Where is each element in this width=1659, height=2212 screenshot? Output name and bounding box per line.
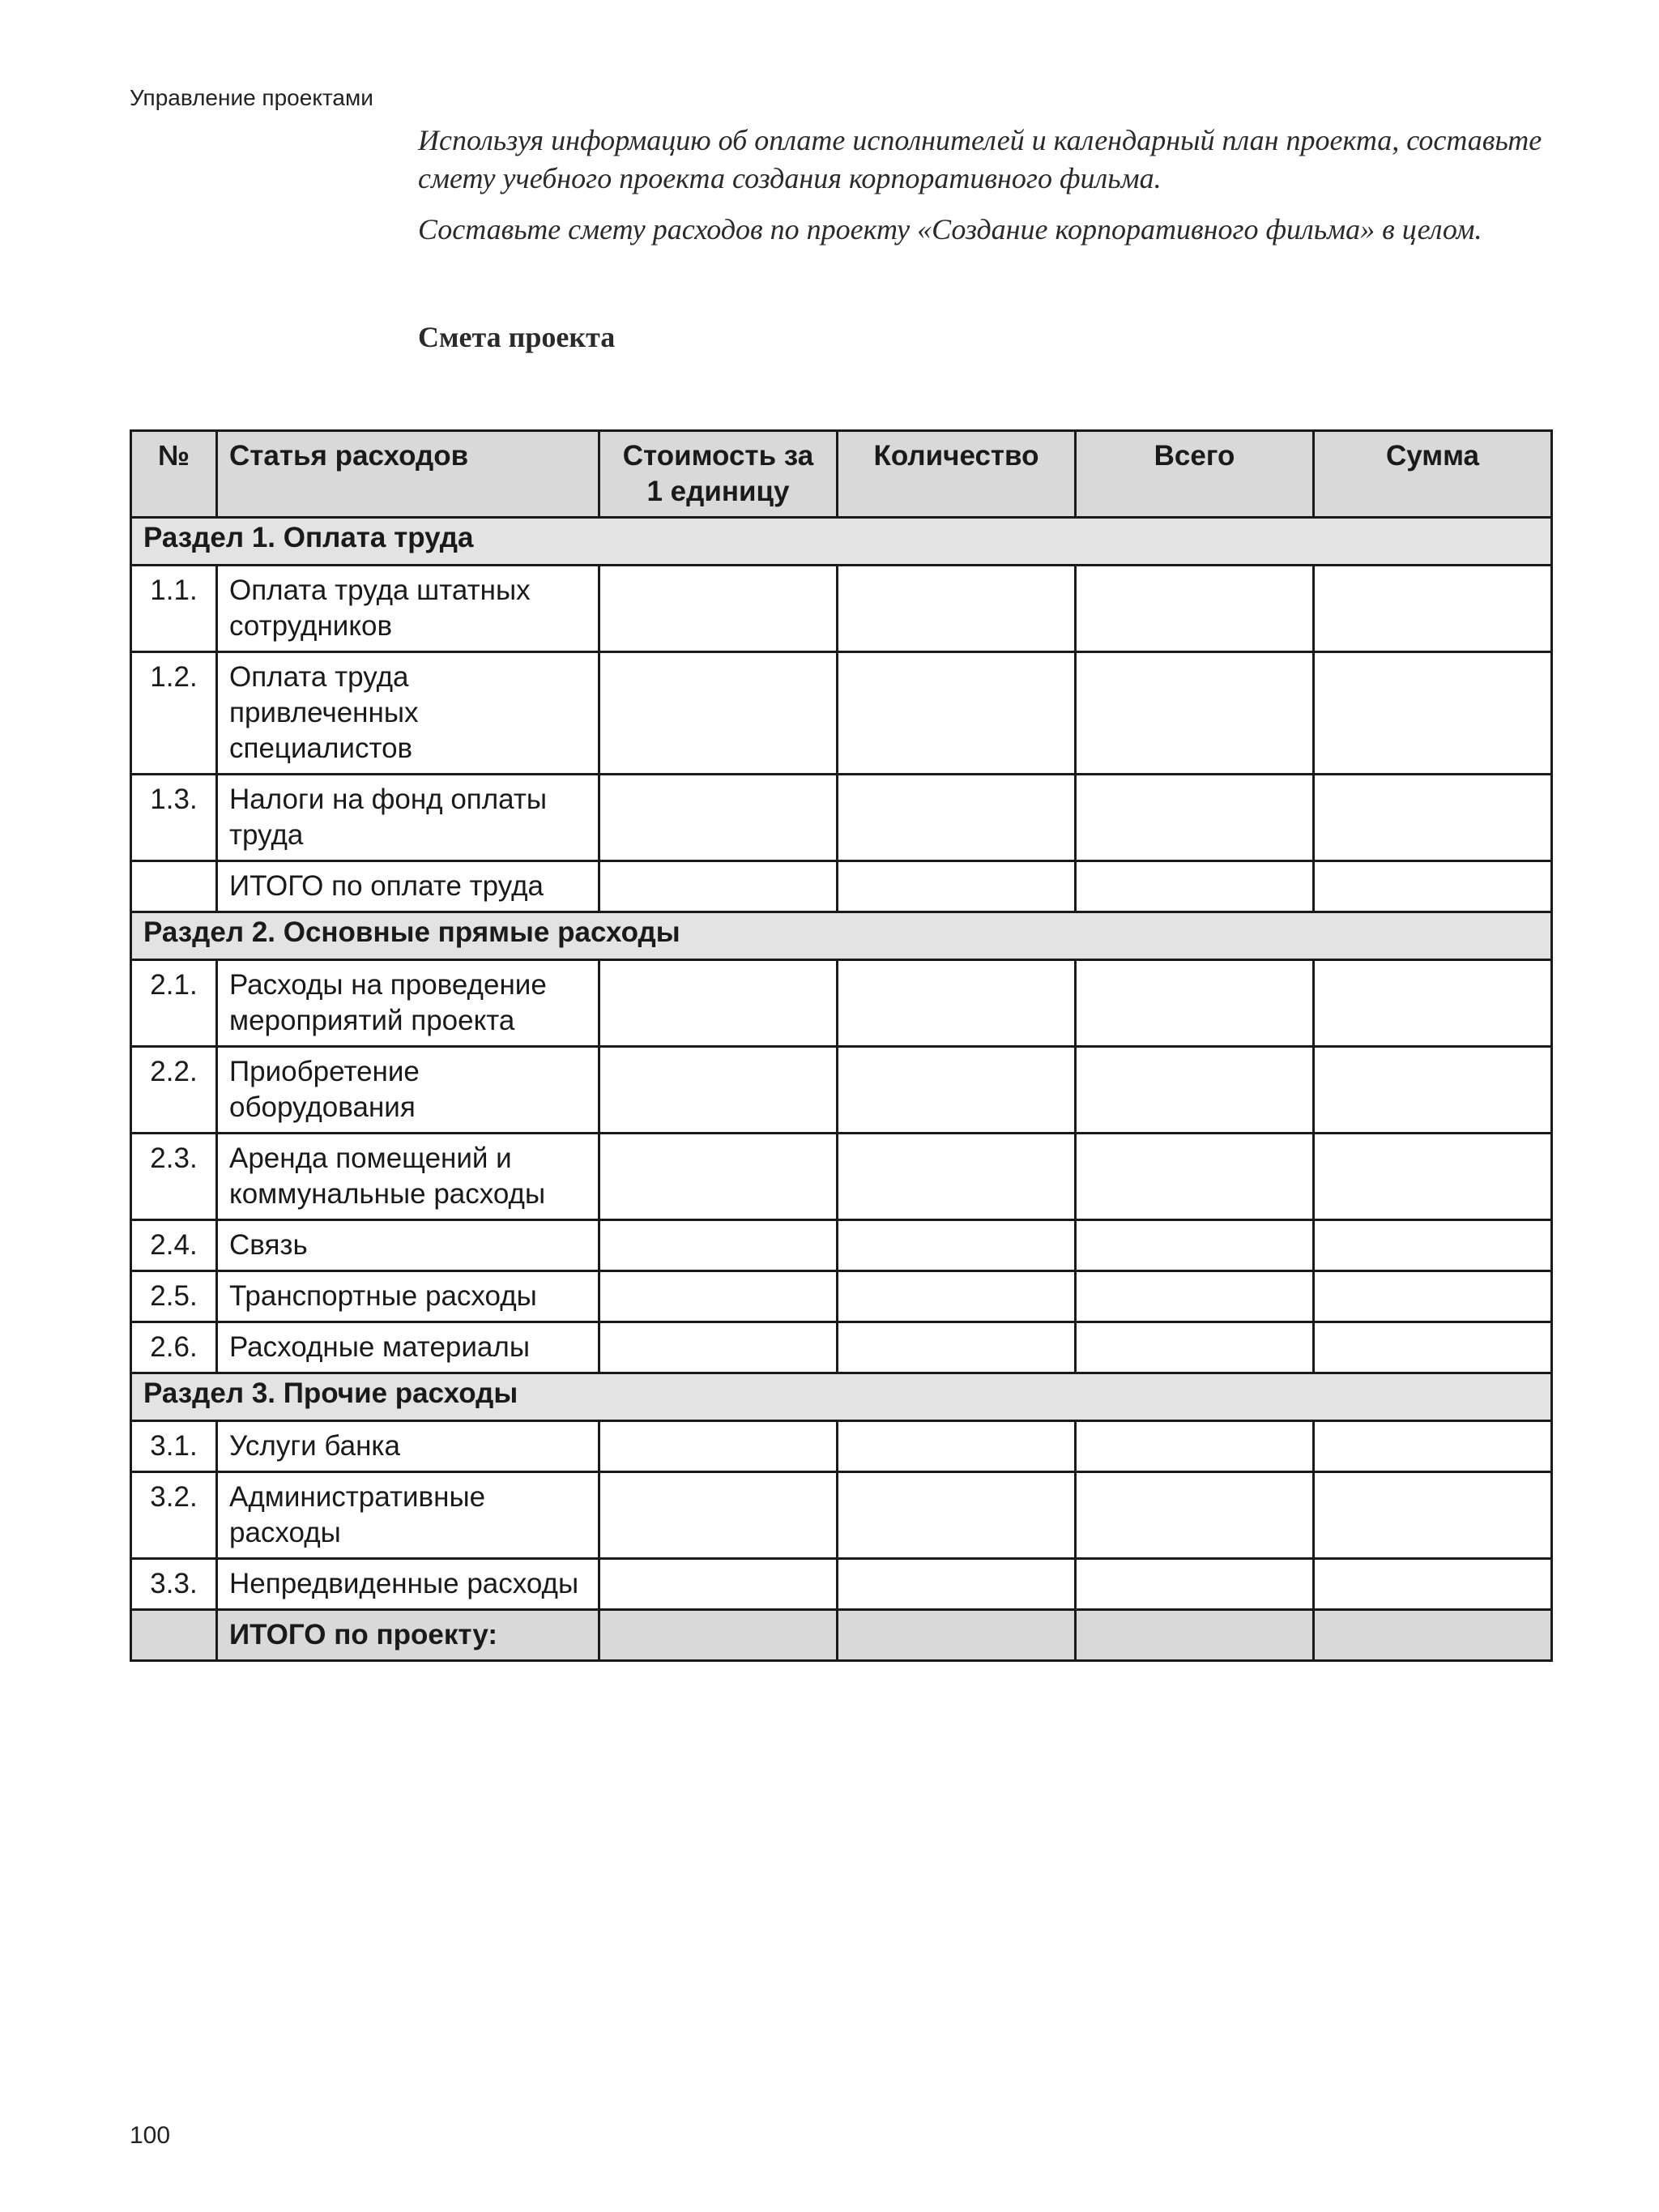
row-number: 2.2.	[131, 1047, 217, 1134]
column-header-total: Всего	[1076, 431, 1314, 518]
expense-article: Расходы на проведение мероприятий проекта	[217, 960, 599, 1047]
table-row	[131, 775, 1552, 861]
unit-cost-cell	[599, 1421, 838, 1472]
unit-cost-cell	[599, 1220, 838, 1271]
expense-article: Расходные материалы	[217, 1322, 599, 1373]
expense-article: Транспортные расходы	[217, 1271, 599, 1322]
unit-cost-cell	[599, 960, 838, 1047]
assignment-paragraph: Составьте смету расходов по проекту «Создание корпоративного фильма» в целом.	[418, 213, 1482, 246]
column-header-article: Статья расходов	[217, 431, 599, 518]
total-cell	[1076, 775, 1314, 861]
row-number: 3.1.	[131, 1421, 217, 1472]
total-cell	[1076, 566, 1314, 652]
column-header-number: №	[131, 431, 217, 518]
sum-cell	[1314, 1134, 1552, 1220]
table-row	[131, 566, 1552, 652]
section-label: Раздел 1. Оплата труда	[131, 518, 1552, 566]
row-number: 1.1.	[131, 566, 217, 652]
table-row	[131, 960, 1552, 1047]
total-cell	[1076, 652, 1314, 775]
table-row	[131, 1271, 1552, 1322]
quantity-cell	[838, 775, 1076, 861]
column-header-quantity: Количество	[838, 431, 1076, 518]
quantity-cell	[838, 1322, 1076, 1373]
total-cell	[1076, 1134, 1314, 1220]
unit-cost-cell	[599, 1610, 838, 1661]
sum-cell	[1314, 1472, 1552, 1559]
unit-cost-cell	[599, 652, 838, 775]
unit-cost-cell	[599, 1134, 838, 1220]
total-cell	[1076, 1610, 1314, 1661]
row-number: 1.3.	[131, 775, 217, 861]
expense-article: Оплата труда привлеченных специалистов	[217, 652, 599, 775]
expense-article: Услуги банка	[217, 1421, 599, 1472]
budget-table-body	[131, 518, 1552, 1661]
row-number	[131, 861, 217, 912]
unit-cost-cell	[599, 1047, 838, 1134]
sum-cell	[1314, 1220, 1552, 1271]
sum-cell	[1314, 1559, 1552, 1610]
quantity-cell	[838, 1472, 1076, 1559]
row-number: 2.1.	[131, 960, 217, 1047]
row-number	[131, 1610, 217, 1661]
assignment-text	[418, 122, 1552, 249]
sum-cell	[1314, 652, 1552, 775]
row-number: 2.5.	[131, 1271, 217, 1322]
unit-cost-cell	[599, 1559, 838, 1610]
row-number: 1.2.	[131, 652, 217, 775]
unit-cost-cell	[599, 775, 838, 861]
table-row	[131, 1134, 1552, 1220]
row-number: 2.6.	[131, 1322, 217, 1373]
sum-cell	[1314, 1047, 1552, 1134]
sum-cell	[1314, 1610, 1552, 1661]
sum-cell	[1314, 1271, 1552, 1322]
quantity-cell	[838, 1047, 1076, 1134]
column-header-unit-cost: Стоимость за 1 единицу	[599, 431, 838, 518]
expense-article: ИТОГО по оплате труда	[217, 861, 599, 912]
total-cell	[1076, 1047, 1314, 1134]
total-cell	[1076, 1271, 1314, 1322]
table-row	[131, 1421, 1552, 1472]
quantity-cell	[838, 1559, 1076, 1610]
row-number: 2.3.	[131, 1134, 217, 1220]
total-cell	[1076, 1559, 1314, 1610]
budget-table	[130, 429, 1553, 1662]
unit-cost-cell	[599, 566, 838, 652]
total-cell	[1076, 1322, 1314, 1373]
quantity-cell	[838, 1271, 1076, 1322]
running-header: Управление проектами	[130, 85, 373, 110]
total-cell	[1076, 960, 1314, 1047]
quantity-cell	[838, 566, 1076, 652]
sum-cell	[1314, 775, 1552, 861]
unit-cost-cell	[599, 1271, 838, 1322]
expense-article: Аренда помещений и коммунальные расходы	[217, 1134, 599, 1220]
table-row	[131, 1047, 1552, 1134]
table-row	[131, 652, 1552, 775]
sum-cell	[1314, 566, 1552, 652]
quantity-cell	[838, 960, 1076, 1047]
total-cell	[1076, 1421, 1314, 1472]
expense-article: Оплата труда штатных сотрудников	[217, 566, 599, 652]
total-cell	[1076, 1220, 1314, 1271]
section-row	[131, 1373, 1552, 1421]
quantity-cell	[838, 1134, 1076, 1220]
column-header-sum: Сумма	[1314, 431, 1552, 518]
unit-cost-cell	[599, 861, 838, 912]
section-row	[131, 912, 1552, 960]
row-number: 2.4.	[131, 1220, 217, 1271]
sum-cell	[1314, 960, 1552, 1047]
page-number: 100	[130, 2122, 171, 2149]
table-header-row	[131, 431, 1552, 518]
quantity-cell	[838, 1220, 1076, 1271]
section-row	[131, 518, 1552, 566]
quantity-cell	[838, 1421, 1076, 1472]
table-row	[131, 1322, 1552, 1373]
unit-cost-cell	[599, 1322, 838, 1373]
quantity-cell	[838, 1610, 1076, 1661]
total-cell	[1076, 1472, 1314, 1559]
section-label: Раздел 3. Прочие расходы	[131, 1373, 1552, 1421]
row-number: 3.2.	[131, 1472, 217, 1559]
row-number: 3.3.	[131, 1559, 217, 1610]
expense-article: Приобретение оборудования	[217, 1047, 599, 1134]
section-label: Раздел 2. Основные прямые расходы	[131, 912, 1552, 960]
expense-article: Административные расходы	[217, 1472, 599, 1559]
assignment-paragraph: Используя информацию об оплате исполнителей и календарный план проекта, составьте смету учебного проекта создания корпоративного фильма.	[418, 124, 1542, 194]
expense-article: Связь	[217, 1220, 599, 1271]
sum-cell	[1314, 1421, 1552, 1472]
grand-total-row	[131, 1610, 1552, 1661]
expense-article: ИТОГО по проекту:	[217, 1610, 599, 1661]
quantity-cell	[838, 861, 1076, 912]
expense-article: Непредвиденные расходы	[217, 1559, 599, 1610]
table-row	[131, 1220, 1552, 1271]
quantity-cell	[838, 652, 1076, 775]
table-row	[131, 1559, 1552, 1610]
table-row	[131, 861, 1552, 912]
sum-cell	[1314, 1322, 1552, 1373]
budget-title: Смета проекта	[418, 321, 616, 353]
sum-cell	[1314, 861, 1552, 912]
table-row	[131, 1472, 1552, 1559]
unit-cost-cell	[599, 1472, 838, 1559]
total-cell	[1076, 861, 1314, 912]
expense-article: Налоги на фонд оплаты труда	[217, 775, 599, 861]
